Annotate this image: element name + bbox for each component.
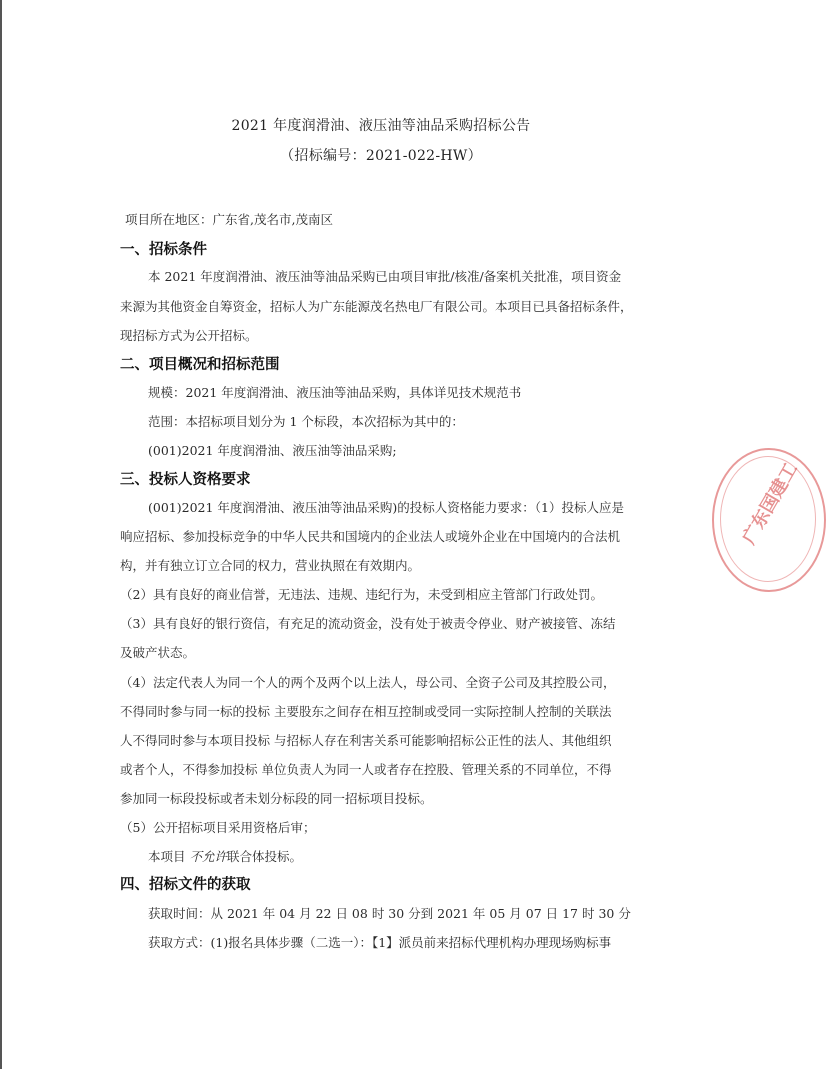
consortium-prefix: 本项目 <box>148 849 186 864</box>
section-4-line: 获取时间：从 2021 年 04 月 22 日 08 时 30 分到 2021 年 05 月 07 日 17 时 30 分 <box>148 906 631 921</box>
section-4-line: 获取方式：(1)报名具体步骤（二选一）：【1】派员前来招标代理机构办理现场购标事 <box>148 935 612 950</box>
section-2-line: (001)2021 年度润滑油、液压油等油品采购; <box>148 443 397 458</box>
section-2-line: 规模：2021 年度润滑油、液压油等油品采购，具体详见技术规范书 <box>148 385 522 400</box>
seal-stamp <box>712 448 826 592</box>
project-region: 项目所在地区：广东省,茂名市,茂南区 <box>125 212 333 227</box>
section-3-line: 及破产状态。 <box>120 645 196 660</box>
consortium-value: 不允许 <box>189 849 228 864</box>
section-1-line: 本 2021 年度润滑油、液压油等油品采购已由项目审批/核准/备案机关批准，项目资金 <box>148 269 622 284</box>
section-3-line: （3）具有良好的银行资信，有充足的流动资金，没有处于被责令停业、财产被接管、冻结 <box>120 616 616 631</box>
section-1-heading: 一、招标条件 <box>120 242 207 258</box>
section-3-line: 或者个人，不得参加投标 单位负责人为同一人或者存在控股、管理关系的不同单位，不得 <box>120 762 612 777</box>
section-3-line: 人不得同时参与本项目投标 与招标人存在利害关系可能影响招标公正性的法人、其他组织 <box>120 733 612 748</box>
section-3-line: （5）公开招标项目采用资格后审； <box>120 820 316 835</box>
section-3-line: (001)2021 年度润滑油、液压油等油品采购)的投标人资格能力要求：（1）投标人应是 <box>148 500 624 515</box>
section-1-line: 来源为其他资金自筹资金，招标人为广东能源茂名热电厂有限公司。本项目已具备招标条件， <box>120 299 633 314</box>
consortium-line <box>148 847 302 865</box>
section-4-heading: 四、招标文件的获取 <box>120 877 251 893</box>
section-1-line: 现招标方式为公开招标。 <box>120 328 258 343</box>
section-3-line: 不得同时参与同一标的投标 主要股东之间存在相互控制或受同一实际控制人控制的关联法 <box>120 704 612 719</box>
section-2-heading: 二、项目概况和招标范围 <box>120 357 280 373</box>
consortium-suffix: 联合体投标。 <box>227 849 303 864</box>
section-3-line: 构，并有独立订立合同的权力，营业执照在有效期内。 <box>120 558 421 573</box>
section-3-heading: 三、投标人资格要求 <box>120 472 251 488</box>
document-subtitle: （招标编号：2021-022-HW） <box>280 148 482 164</box>
section-2-line: 范围：本招标项目划分为 1 个标段，本次招标为其中的： <box>148 414 464 429</box>
document-title: 2021 年度润滑油、液压油等油品采购招标公告 <box>231 118 531 134</box>
section-3-line: （2）具有良好的商业信誉，无违法、违规、违纪行为，未受到相应主管部门行政处罚。 <box>120 587 603 602</box>
section-3-line: 参加同一标段投标或者未划分标段的同一招标项目投标。 <box>120 791 433 806</box>
seal-text: 广东国建工 <box>738 459 802 548</box>
section-3-line: （4）法定代表人为同一个人的两个及两个以上法人，母公司、全资子公司及其控股公司， <box>120 675 616 690</box>
section-3-line: 响应招标、参加投标竞争的中华人民共和国境内的企业法人或境外企业在中国境内的合法机 <box>120 529 621 544</box>
